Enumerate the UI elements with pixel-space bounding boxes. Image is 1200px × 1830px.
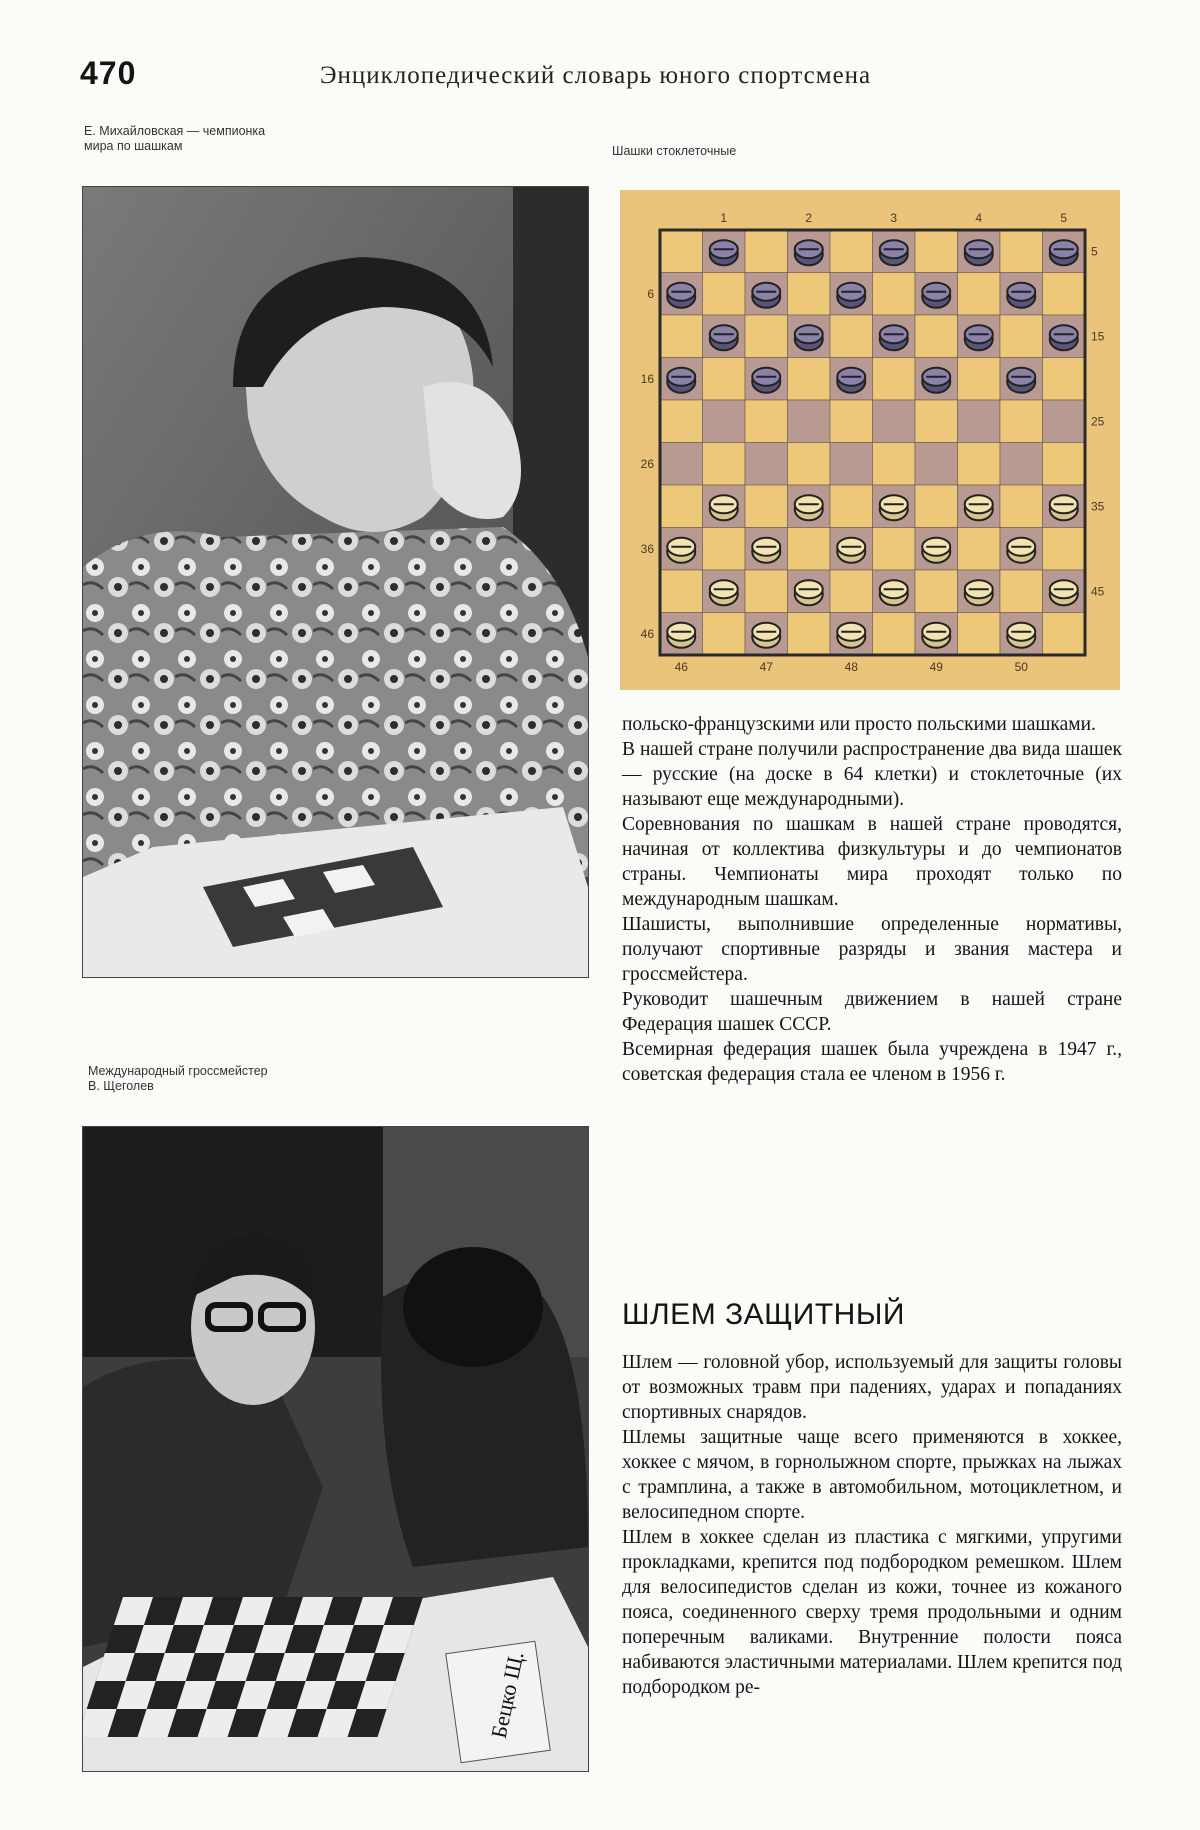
board-square-light (915, 230, 958, 273)
board-square-dark (1043, 400, 1086, 443)
board-square-light (745, 230, 788, 273)
board-square-dark (660, 443, 703, 486)
board-label: 6 (647, 286, 654, 301)
paragraph: Шлемы защитные чаще всего применяются в хоккее, хоккее с мячом, в горнолыжном спорте, прыжках на лыжах с трамплина, а также в автомобильном, мотоциклетном, и велосипедном спорте. (622, 1427, 1122, 1523)
board-label: 47 (759, 660, 773, 674)
board-square-light (1000, 485, 1043, 528)
section-heading: ШЛЕМ ЗАЩИТНЫЙ (622, 1298, 905, 1331)
photo-mikhaylovskaya-image (83, 187, 588, 977)
paragraph: Шлем в хоккее сделан из пластика с мягкими, упругими прокладками, крепится под подбородком ремешком. Шлем для велосипедистов сделан из кожи, точнее из кожаного пояса, соединенного сверху тремя продольными и одним поперечным валиками. Внутренние полости пояса набиваются эластичными материалами. Шлем крепится под подбородком ре- (622, 1527, 1122, 1698)
board-square-light (660, 570, 703, 613)
board-label: 46 (674, 660, 688, 674)
board-square-light (915, 315, 958, 358)
paragraph: Руководит шашечным движением в нашей стране Федерация шашек СССР. (622, 989, 1122, 1035)
board-square-light (703, 443, 746, 486)
paragraph: Шашисты, выполнившие определенные нормативы, получают спортивные разряды и звания мастера и гроссмейстера. (622, 914, 1122, 985)
board-square-light (703, 273, 746, 316)
board-square-light (1043, 613, 1086, 656)
board-label: 45 (1091, 584, 1105, 599)
paragraph: польско-французскими или просто польскими шашками. (622, 714, 1096, 735)
board-label: 25 (1091, 414, 1105, 429)
board-square-light (915, 485, 958, 528)
board-square-light (745, 400, 788, 443)
board-label: 49 (929, 660, 943, 674)
board-square-light (660, 315, 703, 358)
board-square-light (830, 230, 873, 273)
board-square-light (1000, 230, 1043, 273)
board-square-dark (745, 443, 788, 486)
photo2-name-sign: Бецко Щ. (485, 1649, 529, 1741)
running-title: Энциклопедический словарь юного спортсмена (320, 62, 872, 89)
board-label: 35 (1091, 499, 1105, 514)
board-label: 2 (805, 211, 813, 225)
board-label: 15 (1091, 329, 1105, 344)
board-square-light (1000, 315, 1043, 358)
board-square-light (958, 528, 1001, 571)
board-square-light (1043, 273, 1086, 316)
board-square-dark (1000, 443, 1043, 486)
paragraph: Всемирная федерация шашек была учреждена в 1947 г., советская федерация стала ее членом в 1956 г. (622, 1039, 1122, 1085)
board-square-light (788, 358, 831, 401)
board-square-light (830, 315, 873, 358)
board-label: 46 (640, 626, 654, 641)
board-square-dark (915, 443, 958, 486)
photo1-caption (84, 124, 265, 154)
board-label: 1 (720, 211, 728, 225)
paragraph: В нашей стране получили распространение два вида шашек — русские (на доске в 64 клетки) и стоклеточные (их называют еще международными). (622, 739, 1122, 810)
board-square-light (660, 230, 703, 273)
page-number: 470 (80, 55, 137, 91)
photo2-caption-line1: Международный гроссмейстер (88, 1064, 268, 1078)
board-square-light (660, 485, 703, 528)
board-square-light (703, 358, 746, 401)
board-square-light (873, 273, 916, 316)
board-label: 48 (844, 660, 858, 674)
board-caption: Шашки стоклеточные (612, 144, 737, 158)
board-square-light (788, 613, 831, 656)
board-square-light (830, 400, 873, 443)
board-square-light (788, 273, 831, 316)
board-square-light (873, 613, 916, 656)
board-square-light (1000, 400, 1043, 443)
board-square-light (788, 443, 831, 486)
article-draughts-continued (622, 712, 1122, 1087)
board-square-light (915, 400, 958, 443)
board-square-light (745, 315, 788, 358)
draughts-board (620, 190, 1120, 690)
board-square-dark (958, 400, 1001, 443)
board-square-light (873, 528, 916, 571)
board-square-light (1043, 528, 1086, 571)
board-label: 5 (1091, 244, 1098, 259)
board-square-light (703, 528, 746, 571)
board-label: 26 (640, 456, 654, 471)
draughts-board-figure (620, 190, 1120, 690)
board-square-dark (830, 443, 873, 486)
board-square-light (745, 485, 788, 528)
board-label: 36 (640, 541, 654, 556)
photo1-caption-line1: Е. Михайловская — чемпионка (84, 124, 266, 138)
photo2-caption (88, 1064, 268, 1094)
board-square-dark (703, 400, 746, 443)
board-label: 16 (640, 371, 654, 386)
board-square-light (745, 570, 788, 613)
board-square-light (873, 443, 916, 486)
photo-shchegolev-image (83, 1127, 588, 1771)
board-square-dark (788, 400, 831, 443)
board-square-light (1043, 443, 1086, 486)
board-square-light (915, 570, 958, 613)
board-square-light (958, 358, 1001, 401)
board-square-light (873, 358, 916, 401)
board-label: 5 (1060, 211, 1068, 225)
board-square-light (703, 613, 746, 656)
photo-shchegolev (82, 1126, 589, 1772)
board-square-light (788, 528, 831, 571)
article-helmet (622, 1350, 1122, 1700)
board-square-light (830, 570, 873, 613)
board-square-light (830, 485, 873, 528)
paragraph: Соревнования по шашкам в нашей стране проводятся, начиная от коллектива физкультуры и до чемпионатов страны. Чемпионаты мира проходят только по международным шашкам. (622, 814, 1122, 910)
board-square-light (1000, 570, 1043, 613)
photo2-caption-line2: В. Щеголев (88, 1079, 154, 1093)
board-square-light (958, 273, 1001, 316)
board-label: 4 (975, 211, 983, 225)
board-square-light (958, 613, 1001, 656)
board-square-light (660, 400, 703, 443)
board-label: 3 (890, 211, 898, 225)
board-square-light (1043, 358, 1086, 401)
board-square-light (958, 443, 1001, 486)
board-label: 50 (1014, 660, 1028, 674)
photo1-caption-line2: мира по шашкам (84, 139, 183, 153)
paragraph: Шлем — головной убор, используемый для защиты головы от возможных травм при падениях, ударах и попаданиях спортивных снарядов. (622, 1352, 1122, 1423)
photo-mikhaylovskaya (82, 186, 589, 978)
board-square-dark (873, 400, 916, 443)
